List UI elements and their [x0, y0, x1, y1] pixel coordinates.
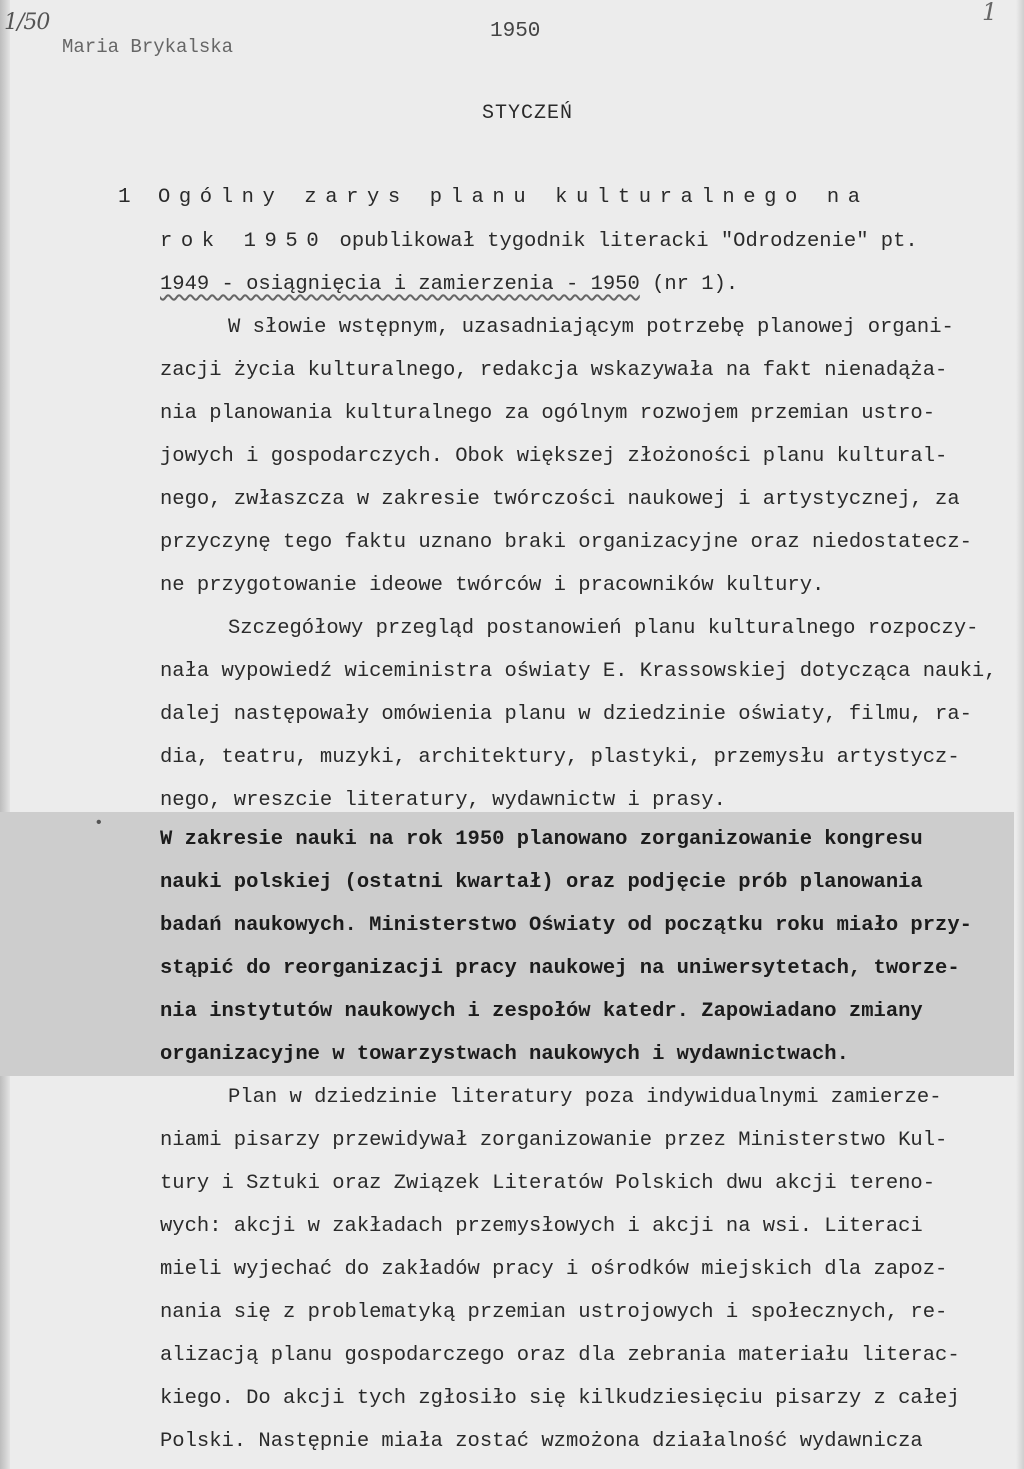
text-line: zacji życia kulturalnego, redakcja wskazywała na fakt nienadąża- [160, 359, 948, 382]
text-line: alizacją planu gospodarczego oraz dla zebrania materiału literac- [160, 1344, 960, 1367]
text-line: W słowie wstępnym, uzasadniającym potrzebę planowej organi- [228, 316, 954, 339]
text-line: nała wypowiedź wiceministra oświaty E. Krassowskiej dotycząca nauki, [160, 660, 997, 683]
text-line: nauki polskiej (ostatni kwartał) oraz podjęcie prób planowania [160, 871, 923, 894]
text-line: badań naukowych. Ministerstwo Oświaty od początku roku miało przy- [160, 914, 972, 937]
page-right-edge [1016, 0, 1024, 1469]
text-line: organizacyjne w towarzystwach naukowych i wydawnictwach. [160, 1043, 849, 1066]
handwritten-margin-note: 1/50 [4, 10, 50, 35]
text-fragment: rok 1950 [160, 230, 328, 253]
text-line: Szczegółowy przegląd postanowień planu kulturalnego rozpoczy- [228, 617, 979, 640]
text-fragment: (nr 1). [639, 273, 739, 296]
text-line: nia planowania kulturalnego za ogólnym rozwojem przemian ustro- [160, 402, 936, 425]
text-line: przyczynę tego faktu uznano braki organizacyjne oraz niedostatecz- [160, 531, 972, 554]
header-year: 1950 [490, 20, 541, 43]
month-heading: STYCZEŃ [482, 102, 574, 125]
text-line: nia instytutów naukowych i zespołów katedr. Zapowiadano zmiany [160, 1000, 923, 1023]
text-line: wych: akcji w zakładach przemysłowych i akcji na wsi. Literaci [160, 1215, 923, 1238]
text-line: dalej następowały omówienia planu w dziedzinie oświaty, filmu, ra- [160, 703, 972, 726]
text-line: W zakresie nauki na rok 1950 planowano zorganizowanie kongresu [160, 828, 923, 851]
text-line: Plan w dziedzinie literatury poza indywidualnymi zamierze- [228, 1086, 942, 1109]
text-line: nania się z problematyką przemian ustrojowych i społecznych, re- [160, 1301, 948, 1324]
header-author: Maria Brykalska [62, 36, 234, 58]
handwritten-page-number: 1 [982, 0, 998, 26]
text-line: nego, wreszcie literatury, wydawnictw i prasy. [160, 789, 726, 812]
margin-mark: • [94, 814, 104, 832]
text-fragment: opublikował tygodnik literacki "Odrodzenie" pt. [327, 230, 918, 253]
text-line: stąpić do reorganizacji pracy naukowej na uniwersytetach, tworze- [160, 957, 960, 980]
text-line: dia, teatru, muzyki, architektury, plastyki, przemysłu artystycz- [160, 746, 960, 769]
text-line: mieli wyjechać do zakładów pracy i ośrodków miejskich dla zapoz- [160, 1258, 948, 1281]
text-line: Ogólny zarys planu kulturalnego na [158, 186, 869, 209]
text-line: niami pisarzy przewidywał zorganizowanie przez Ministerstwo Kul- [160, 1129, 948, 1152]
underlined-title: 1949 - osiągnięcia i zamierzenia - 1950 [160, 273, 640, 296]
entry-number: 1 [118, 186, 131, 209]
page-left-edge [0, 0, 10, 1469]
text-line: jowych i gospodarczych. Obok większej złożoności planu kultural- [160, 445, 948, 468]
text-line: tury i Sztuki oraz Związek Literatów Polskich dwu akcji tereno- [160, 1172, 936, 1195]
text-line [160, 230, 918, 254]
text-line: Polski. Następnie miała zostać wzmożona działalność wydawnicza [160, 1430, 923, 1453]
text-line [160, 273, 738, 297]
text-line: ne przygotowanie ideowe twórców i pracowników kultury. [160, 574, 825, 597]
text-line: nego, zwłaszcza w zakresie twórczości naukowej i artystycznej, za [160, 488, 960, 511]
text-line: kiego. Do akcji tych zgłosiło się kilkudziesięciu pisarzy z całej [160, 1387, 960, 1410]
